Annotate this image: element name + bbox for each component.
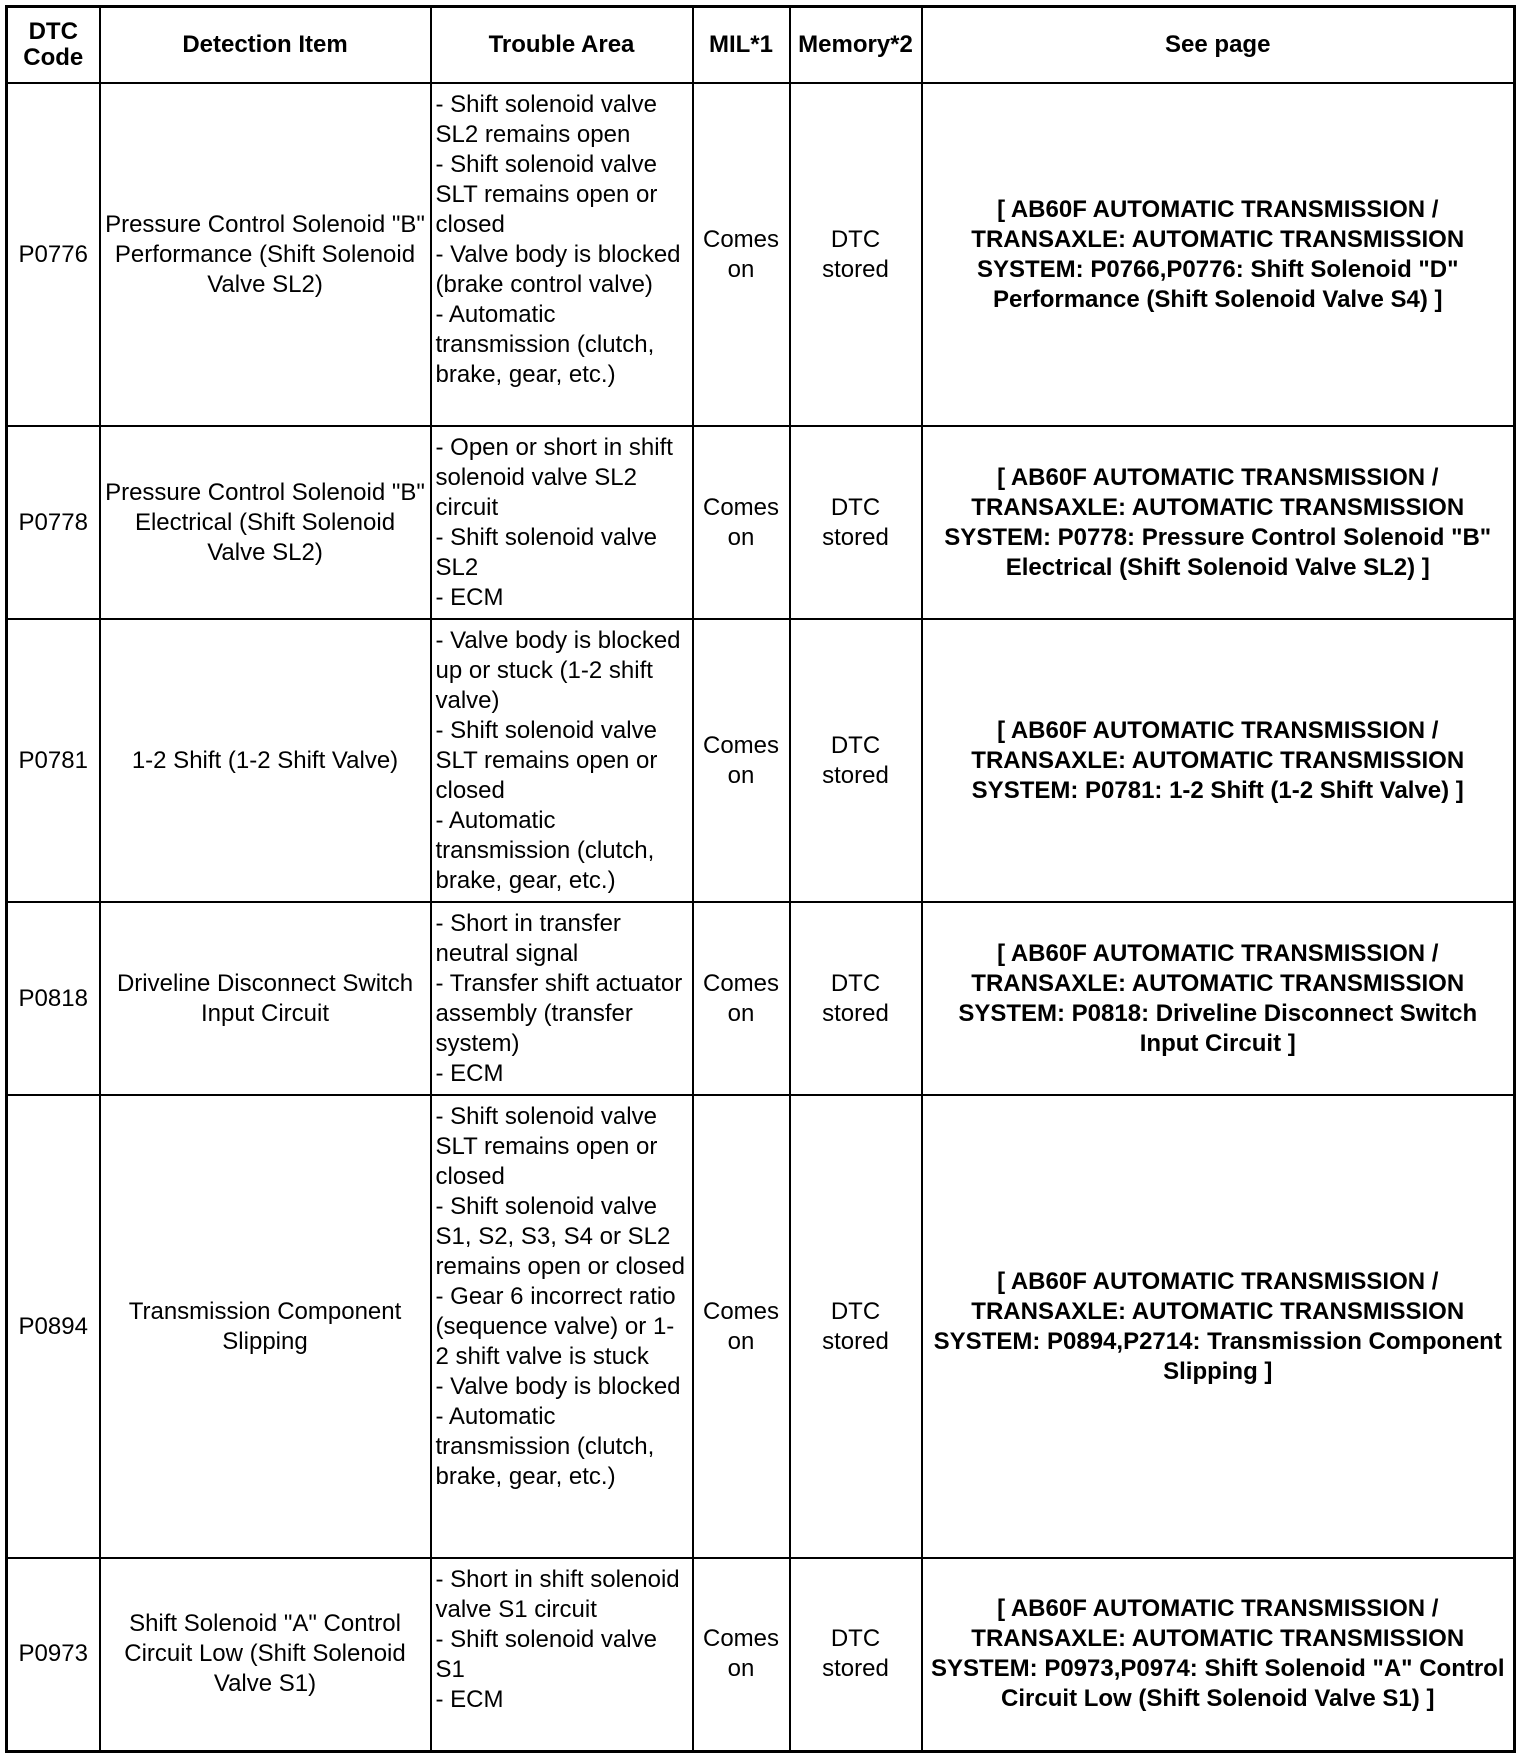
see-page-link[interactable]: [ AB60F AUTOMATIC TRANSMISSION / TRANSAXLE: AUTOMATIC TRANSMISSION SYSTEM: P0781: 1-2 Shift (1-2 Shift Valve) ]	[922, 619, 1515, 902]
table-row	[7, 426, 1515, 619]
detection-item-cell: 1-2 Shift (1-2 Shift Valve)	[100, 619, 431, 902]
dtc-code-cell: P0778	[7, 426, 100, 619]
detection-item-cell: Pressure Control Solenoid "B" Performance (Shift Solenoid Valve SL2)	[100, 83, 431, 426]
dtc-code-cell: P0781	[7, 619, 100, 902]
detection-item-cell: Driveline Disconnect Switch Input Circuit	[100, 902, 431, 1095]
detection-item-cell: Shift Solenoid "A" Control Circuit Low (Shift Solenoid Valve S1)	[100, 1558, 431, 1751]
dtc-code-cell: P0973	[7, 1558, 100, 1751]
memory-cell: DTC stored	[790, 83, 922, 426]
table-row	[7, 619, 1515, 902]
dtc-code-cell: P0894	[7, 1095, 100, 1558]
memory-cell: DTC stored	[790, 902, 922, 1095]
memory-cell: DTC stored	[790, 1558, 922, 1751]
mil-cell: Comes on	[693, 1558, 790, 1751]
header-trouble-area: Trouble Area	[431, 7, 693, 84]
dtc-table	[5, 5, 1516, 1753]
table-row	[7, 83, 1515, 426]
mil-cell: Comes on	[693, 902, 790, 1095]
trouble-area-cell: - Shift solenoid valve SLT remains open or closed - Shift solenoid valve S1, S2, S3, S4 or SL2 remains open or closed - Gear 6 incorrect ratio (sequence valve) or 1-2 shift valve is stuck - Valve body is blocked - Automatic transmission (clutch, brake, gear, etc.)	[431, 1095, 693, 1558]
dtc-code-cell: P0776	[7, 83, 100, 426]
mil-cell: Comes on	[693, 1095, 790, 1558]
memory-cell: DTC stored	[790, 619, 922, 902]
header-dtc-code: DTC Code	[7, 7, 100, 84]
header-see-page: See page	[922, 7, 1515, 84]
memory-cell: DTC stored	[790, 1095, 922, 1558]
header-detection-item: Detection Item	[100, 7, 431, 84]
table-row	[7, 1558, 1515, 1751]
trouble-area-cell: - Short in shift solenoid valve S1 circuit - Shift solenoid valve S1 - ECM	[431, 1558, 693, 1751]
mil-cell: Comes on	[693, 83, 790, 426]
see-page-link[interactable]: [ AB60F AUTOMATIC TRANSMISSION / TRANSAXLE: AUTOMATIC TRANSMISSION SYSTEM: P0894,P2714: Transmission Component Slipping ]	[922, 1095, 1515, 1558]
table-row	[7, 1095, 1515, 1558]
trouble-area-cell: - Open or short in shift solenoid valve SL2 circuit - Shift solenoid valve SL2 - ECM	[431, 426, 693, 619]
see-page-link[interactable]: [ AB60F AUTOMATIC TRANSMISSION / TRANSAXLE: AUTOMATIC TRANSMISSION SYSTEM: P0818: Driveline Disconnect Switch Input Circuit ]	[922, 902, 1515, 1095]
detection-item-cell: Pressure Control Solenoid "B" Electrical (Shift Solenoid Valve SL2)	[100, 426, 431, 619]
table-row	[7, 902, 1515, 1095]
mil-cell: Comes on	[693, 426, 790, 619]
see-page-link[interactable]: [ AB60F AUTOMATIC TRANSMISSION / TRANSAXLE: AUTOMATIC TRANSMISSION SYSTEM: P0766,P0776: Shift Solenoid "D" Performance (Shift Solenoid Valve S4) ]	[922, 83, 1515, 426]
trouble-area-cell: - Valve body is blocked up or stuck (1-2 shift valve) - Shift solenoid valve SLT remains open or closed - Automatic transmission (clutch, brake, gear, etc.)	[431, 619, 693, 902]
memory-cell: DTC stored	[790, 426, 922, 619]
mil-cell: Comes on	[693, 619, 790, 902]
detection-item-cell: Transmission Component Slipping	[100, 1095, 431, 1558]
header-memory: Memory*2	[790, 7, 922, 84]
dtc-table-sheet	[5, 5, 1513, 1742]
dtc-code-cell: P0818	[7, 902, 100, 1095]
header-mil: MIL*1	[693, 7, 790, 84]
trouble-area-cell: - Short in transfer neutral signal - Transfer shift actuator assembly (transfer system) - ECM	[431, 902, 693, 1095]
header-row	[7, 7, 1515, 84]
see-page-link[interactable]: [ AB60F AUTOMATIC TRANSMISSION / TRANSAXLE: AUTOMATIC TRANSMISSION SYSTEM: P0778: Pressure Control Solenoid "B" Electrical (Shift Solenoid Valve SL2) ]	[922, 426, 1515, 619]
trouble-area-cell: - Shift solenoid valve SL2 remains open - Shift solenoid valve SLT remains open or closed - Valve body is blocked (brake control valve) - Automatic transmission (clutch, brake, gear, etc.)	[431, 83, 693, 426]
see-page-link[interactable]: [ AB60F AUTOMATIC TRANSMISSION / TRANSAXLE: AUTOMATIC TRANSMISSION SYSTEM: P0973,P0974: Shift Solenoid "A" Control Circuit Low (Shift Solenoid Valve S1) ]	[922, 1558, 1515, 1751]
